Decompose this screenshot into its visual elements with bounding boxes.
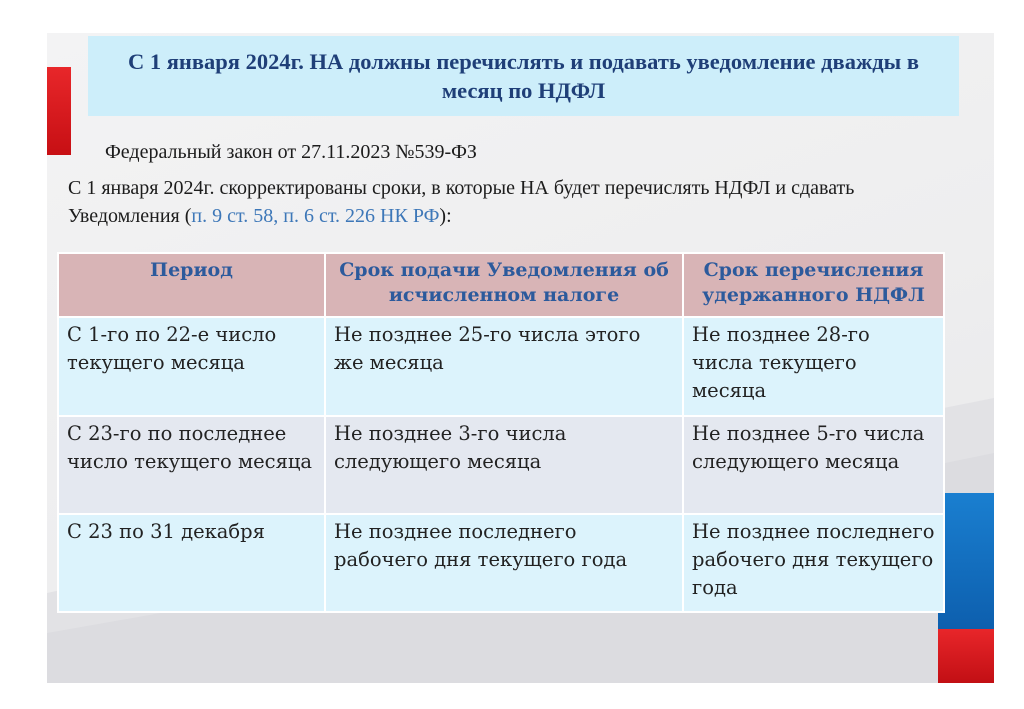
table-header-row (58, 253, 944, 317)
header-period: Период (58, 253, 325, 317)
cell-payment-deadline: Не позднее последнего рабочего дня текущего года (683, 514, 944, 612)
deadlines-table (57, 252, 945, 613)
header-payment-deadline: Срок перечисления удержанного НДФЛ (683, 253, 944, 317)
header-notification-deadline: Срок подачи Уведомления об исчисленном налоге (325, 253, 683, 317)
red-accent-bar (938, 629, 994, 683)
cell-period: С 23-го по последнее число текущего месяца (58, 416, 325, 514)
cell-period: С 23 по 31 декабря (58, 514, 325, 612)
cell-payment-deadline: Не позднее 5-го числа следующего месяца (683, 416, 944, 514)
cell-notification-deadline: Не позднее последнего рабочего дня текущего года (325, 514, 683, 612)
table-row (58, 317, 944, 416)
cell-notification-deadline: Не позднее 25-го числа этого же месяца (325, 317, 683, 416)
cell-period: С 1-го по 22-е число текущего месяца (58, 317, 325, 416)
cell-notification-deadline: Не позднее 3-го числа следующего месяца (325, 416, 683, 514)
intro-paragraph (68, 174, 948, 230)
law-reference: Федеральный закон от 27.11.2023 №539-ФЗ (105, 141, 477, 163)
slide (47, 33, 994, 683)
title-banner (88, 36, 959, 116)
table-row (58, 416, 944, 514)
intro-text-before: С 1 января 2024г. скорректированы сроки, в которые НА будет перечислять НДФЛ и сдавать Уведомления ( (68, 177, 855, 227)
slide-title: С 1 января 2024г. НА должны перечислять и подавать уведомление дважды в месяц по НДФЛ (127, 49, 919, 103)
red-accent-tab (47, 67, 71, 155)
table-row (58, 514, 944, 612)
cell-payment-deadline: Не позднее 28-го числа текущего месяца (683, 317, 944, 416)
blue-accent-bar (938, 493, 994, 629)
intro-text-after: ): (439, 205, 452, 227)
tax-code-reference: п. 9 ст. 58, п. 6 ст. 226 НК РФ (191, 205, 440, 227)
